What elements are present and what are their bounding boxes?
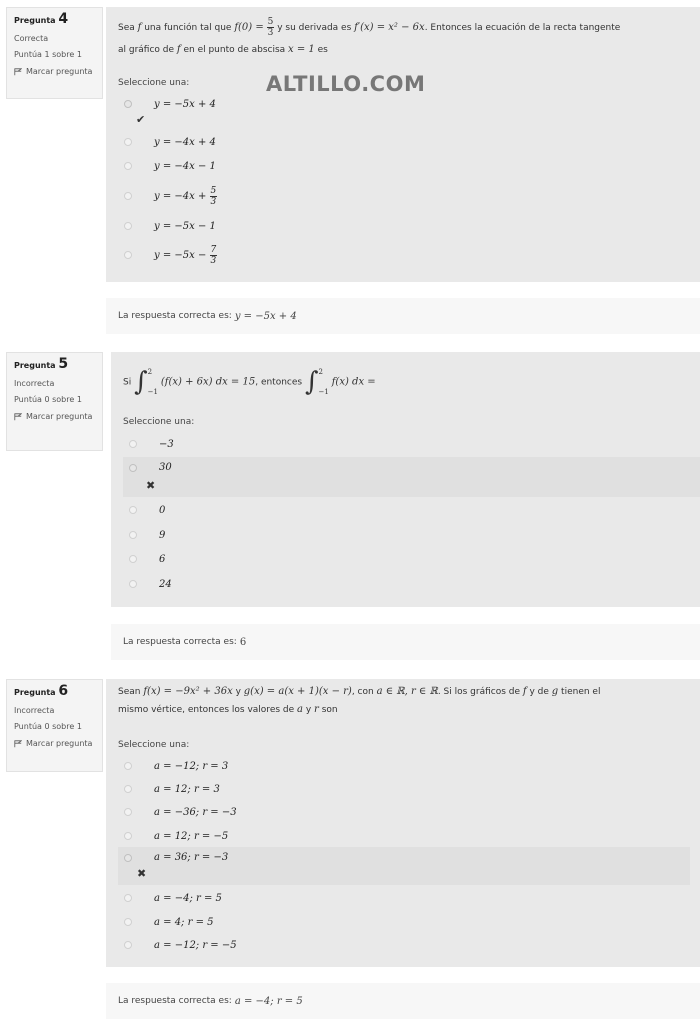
question-content-6: [106, 679, 700, 967]
flag-question-button[interactable]: [14, 739, 102, 748]
answer-option[interactable]: [123, 433, 700, 455]
text: al gráfico de: [118, 45, 177, 55]
answer-option[interactable]: [118, 93, 700, 115]
question-number: [14, 11, 102, 27]
question-content-4: [106, 7, 700, 282]
lower-limit: −1: [318, 388, 329, 396]
option-text: [154, 245, 217, 266]
answer-option[interactable]: [118, 215, 700, 237]
text: . Entonces la ecuación de la recta tangente: [424, 23, 621, 33]
numerator: 5: [267, 17, 274, 27]
radio-button[interactable]: [124, 222, 132, 230]
flag-label: Marcar pregunta: [26, 67, 93, 76]
text: , con: [351, 687, 377, 697]
answer-option-selected[interactable]: [118, 847, 690, 885]
answer-option[interactable]: [118, 911, 700, 933]
feedback-5: [111, 624, 700, 660]
option-text: a = 4; r = 5: [154, 916, 214, 928]
feedback-value: 6: [239, 636, 247, 648]
question-number-value: 4: [58, 11, 69, 27]
option-text: y = −5x − 1: [154, 220, 216, 232]
answer-option[interactable]: [118, 155, 700, 177]
lower-limit: −1: [147, 388, 158, 396]
radio-button[interactable]: [124, 918, 132, 926]
radio-button[interactable]: [124, 941, 132, 949]
question-number-value: 5: [58, 356, 69, 372]
fraction: [210, 186, 218, 207]
answer-option[interactable]: [123, 573, 700, 595]
option-text: y = −5x + 4: [154, 98, 216, 110]
option-text: 9: [159, 529, 166, 541]
feedback-value: y = −5x + 4: [234, 310, 297, 322]
question-state: Incorrecta: [14, 706, 55, 715]
math-a: a: [297, 704, 303, 715]
radio-button[interactable]: [124, 785, 132, 793]
integral-sign: ∫: [134, 367, 148, 397]
math-f: f: [522, 686, 527, 697]
answer-option[interactable]: [118, 778, 700, 800]
numerator: 5: [210, 185, 217, 196]
flag-label: Marcar pregunta: [26, 412, 93, 421]
radio-button[interactable]: [124, 138, 132, 146]
question-content-5: [111, 352, 700, 607]
cross-icon: ✖: [137, 867, 147, 880]
text: Sea: [118, 23, 138, 33]
numerator: 7: [210, 244, 217, 255]
watermark: ALTILLO.COM: [266, 72, 426, 96]
math-f: f: [137, 22, 142, 33]
option-text: a = −36; r = −3: [154, 806, 237, 818]
answer-option-selected[interactable]: [123, 457, 700, 497]
math-fx: f(x) = −9x² + 36x: [143, 686, 233, 697]
flag-label: Marcar pregunta: [26, 739, 93, 748]
text: y su derivada es: [274, 23, 355, 33]
option-text: a = −4; r = 5: [154, 892, 222, 904]
option-text: 24: [159, 578, 172, 590]
text: una función tal que: [141, 23, 235, 33]
feedback-4: [106, 298, 700, 334]
option-text: 0: [159, 504, 166, 516]
math-x: x = 1: [288, 44, 315, 55]
option-text: y = −4x − 1: [154, 160, 216, 172]
question-grade: Puntúa 1 sobre 1: [14, 50, 82, 59]
feedback-6: [106, 983, 700, 1019]
math-gx: g(x) = a(x + 1)(x − r): [243, 686, 352, 697]
text: mismo vértice, entonces los valores de: [118, 705, 298, 715]
upper-limit: 2: [318, 368, 323, 376]
answer-option[interactable]: [123, 499, 700, 521]
select-label: Seleccione una:: [123, 417, 195, 427]
answer-option[interactable]: [118, 801, 700, 823]
answer-option[interactable]: [118, 934, 700, 956]
flag-icon: [14, 68, 22, 76]
question-info-4: [6, 7, 103, 99]
math-derivative: f′(x) = x² − 6x: [354, 22, 425, 33]
cross-icon: ✖: [146, 479, 156, 492]
flag-icon: [14, 740, 22, 748]
option-text-part: y = −4x +: [154, 190, 207, 202]
option-text: a = −12; r = −5: [154, 939, 237, 951]
radio-button[interactable]: [129, 464, 137, 472]
text: y de: [526, 687, 552, 697]
answer-option[interactable]: [123, 548, 700, 570]
text: y: [232, 687, 244, 697]
radio-button[interactable]: [124, 808, 132, 816]
math-f: f: [176, 44, 181, 55]
feedback-value: a = −4; r = 5: [234, 995, 303, 1007]
math-domain: a ∈ ℝ, r ∈ ℝ: [376, 686, 438, 697]
math-g: g: [551, 686, 559, 697]
option-text-part: y = −5x −: [154, 249, 207, 261]
question-text: [118, 683, 690, 719]
option-text: 6: [159, 553, 166, 565]
option-text: a = 12; r = 3: [154, 783, 220, 795]
upper-limit: 2: [147, 368, 153, 376]
question-number: [14, 683, 102, 699]
option-text: −3: [159, 438, 174, 450]
text: Sean: [118, 687, 144, 697]
radio-button[interactable]: [129, 555, 137, 563]
question-state: Incorrecta: [14, 379, 55, 388]
text: son: [318, 705, 338, 715]
answer-option[interactable]: [118, 185, 700, 207]
question-text: [118, 17, 690, 61]
question-info-5: [6, 352, 103, 451]
math-integrand: f(x) dx =: [331, 376, 376, 388]
radio-button[interactable]: [129, 440, 137, 448]
answer-option[interactable]: [118, 825, 700, 847]
radio-button[interactable]: [124, 762, 132, 770]
radio-button[interactable]: [124, 100, 132, 108]
answer-option[interactable]: [118, 244, 700, 266]
radio-button[interactable]: [124, 894, 132, 902]
option-text: a = 36; r = −3: [154, 852, 229, 863]
radio-button[interactable]: [129, 506, 137, 514]
integral-sign: ∫: [304, 367, 319, 397]
question-label: Pregunta: [14, 361, 56, 370]
radio-button[interactable]: [129, 580, 137, 588]
option-text: 30: [159, 462, 172, 473]
question-text: [123, 362, 690, 403]
radio-button[interactable]: [124, 192, 132, 200]
denominator: 3: [267, 28, 274, 38]
denominator: 3: [210, 255, 217, 266]
feedback-label: La respuesta correcta es:: [123, 637, 237, 647]
radio-button[interactable]: [124, 162, 132, 170]
math-integrand: (f(x) + 6x) dx = 15: [160, 376, 256, 388]
question-label: Pregunta: [14, 688, 56, 697]
option-text: a = 12; r = −5: [154, 830, 229, 842]
feedback-label: La respuesta correcta es:: [118, 996, 232, 1006]
question-state: Correcta: [14, 34, 49, 43]
option-text: y = −4x + 4: [154, 136, 216, 148]
math-r: r: [314, 704, 319, 715]
question-number: [14, 356, 102, 372]
text: es: [314, 45, 328, 55]
radio-button[interactable]: [129, 531, 137, 539]
flag-question-button[interactable]: [14, 67, 102, 76]
text: , entonces: [255, 377, 303, 388]
select-label: Seleccione una:: [118, 740, 190, 750]
answer-option[interactable]: [118, 131, 700, 153]
text: Si: [123, 377, 132, 388]
radio-button[interactable]: [124, 854, 132, 862]
text: y: [302, 705, 315, 715]
question-info-6: [6, 679, 103, 772]
text: en el punto de abscisa: [180, 45, 289, 55]
flag-question-button[interactable]: [14, 412, 102, 421]
option-text: [154, 186, 217, 207]
option-text: a = −12; r = 3: [154, 760, 229, 772]
integral-limits: [148, 362, 158, 402]
integral-limits: [319, 362, 329, 402]
text: tienen el: [558, 687, 601, 697]
question-number-value: 6: [58, 683, 69, 699]
denominator: 3: [210, 196, 217, 207]
question-grade: Puntúa 0 sobre 1: [14, 722, 82, 731]
answer-option[interactable]: [118, 887, 700, 909]
math-f0: f(0) =: [234, 22, 264, 33]
fraction: [210, 245, 218, 266]
radio-button[interactable]: [124, 251, 132, 259]
text: . Si los gráficos de: [437, 687, 523, 697]
flag-icon: [14, 413, 22, 421]
select-label: Seleccione una:: [118, 78, 190, 88]
answer-option[interactable]: [118, 755, 700, 777]
check-icon: ✔: [136, 113, 146, 126]
question-label: Pregunta: [14, 16, 56, 25]
question-grade: Puntúa 0 sobre 1: [14, 395, 82, 404]
answer-option[interactable]: [123, 524, 700, 546]
feedback-label: La respuesta correcta es:: [118, 311, 232, 321]
radio-button[interactable]: [124, 832, 132, 840]
